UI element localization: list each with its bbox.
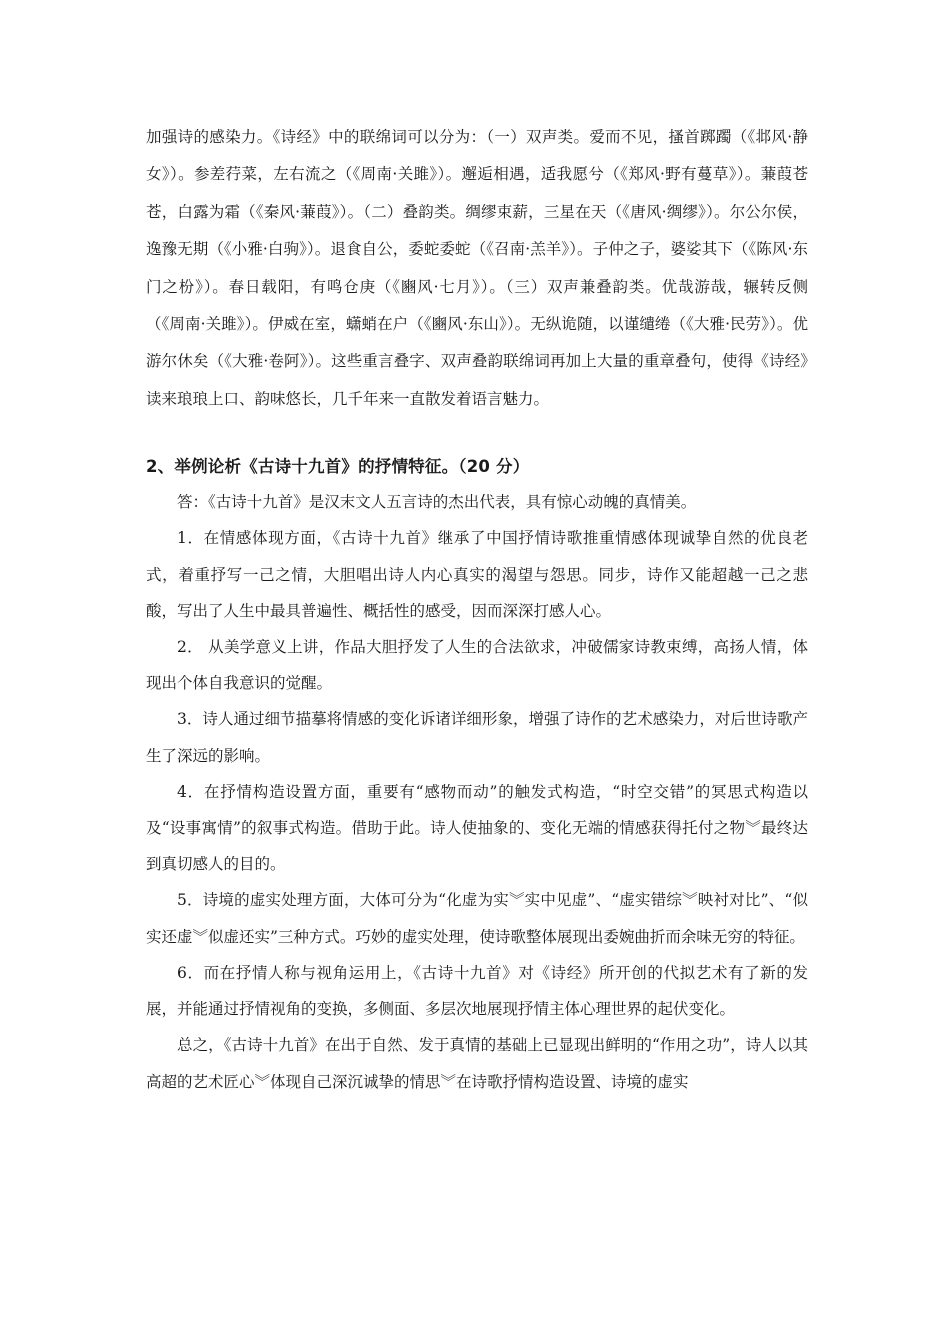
answer-point-3: 3．诗人通过细节描摹将情感的变化诉诸详细形象，增强了诗作的艺术感染力，对后世诗歌产生了深远的影响。	[146, 710, 808, 765]
answer-point-1: 1．在情感体现方面，《古诗十九首》继承了中国抒情诗歌推重情感体现诚挚自然的优良老式，着重抒写一己之情，大胆唱出诗人内心真实的渴望与怨思。同步，诗作又能超越一己之悲酸，写出了人生中最具普遍性、概括性的感受，因而深深打感人心。	[146, 529, 808, 620]
answer-point-5: 5．诗境的虚实处理方面，大体可分为“化虚为实︾实中见虚”、“虚实错综︾映衬对比”、“似实还虚︾似虚还实”三种方式。巧妙的虚实处理，使诗歌整体展现出委婉曲折而余味无穷的特征。	[146, 891, 808, 946]
answer-point-6: 6．而在抒情人称与视角运用上，《古诗十九首》对《诗经》所开创的代拟艺术有了新的发展，并能通过抒情视角的变换，多侧面、多层次地展现抒情主体心理世界的起伏变化。	[146, 963, 808, 1019]
answer-point-4: 4．在抒情构造设置方面，重要有“感物而动”的触发式构造，“时空交错”的冥思式构造以及“设事寓情”的叙事式构造。借助于此。诗人使抽象的、变化无端的情感获得托付之物︾最终达到真切感人的目的。	[146, 782, 808, 874]
answer-intro: 答：《古诗十九首》是汉末文人五言诗的杰出代表，具有惊心动魄的真情美。	[177, 493, 697, 512]
continuation-paragraph: 加强诗的感染力。《诗经》中的联绵词可以分为：（一）双声类。爱而不见，搔首踯躅（《邶风·静女》）。参差荇菜，左右流之（《周南·关雎》）。邂逅相遇，适我愿兮（《郑风·野有蔓草》）。蒹葭苍苍，白露为霜（《秦风·蒹葭》）。（二）叠韵类。绸缪束薪，三星在天（《唐风·绸缪》）。尔公尔侯，逸豫无期（《小雅·白驹》）。退食自公，委蛇委蛇（《召南·羔羊》）。子仲之子，婆娑其下（《陈风·东门之枌》）。春日载阳，有鸣仓庚（《豳风·七月》）。（三）双声兼叠韵类。优哉游哉，辗转反侧（《周南·关雎》）。伊威在室，蟏蛸在户（《豳风·东山》）。无纵诡随，以谨缱绻（《大雅·民劳》）。优游尔休矣（《大雅·卷阿》）。这些重言叠字、双声叠韵联绵词再加上大量的重章叠句，使得《诗经》读来琅琅上口、韵味悠长，几千年来一直散发着语言魅力。	[146, 128, 808, 408]
answer-section	[146, 484, 808, 1099]
question-heading: 2、举例论析《古诗十九首》的抒情特征。（20 分）	[146, 457, 530, 477]
answer-point-2: 2． 从美学意义上讲，作品大胆抒发了人生的合法欲求，冲破儒家诗教束缚，高扬人情，体现出个体自我意识的觉醒。	[146, 638, 808, 693]
answer-conclusion: 总之，《古诗十九首》在出于自然、发于真情的基础上已显现出鲜明的“作用之功”，诗人以其高超的艺术匠心︾体现自己深沉诚挚的情思︾在诗歌抒情构造设置、诗境的虚实	[146, 1036, 808, 1091]
document-body	[146, 119, 808, 1100]
